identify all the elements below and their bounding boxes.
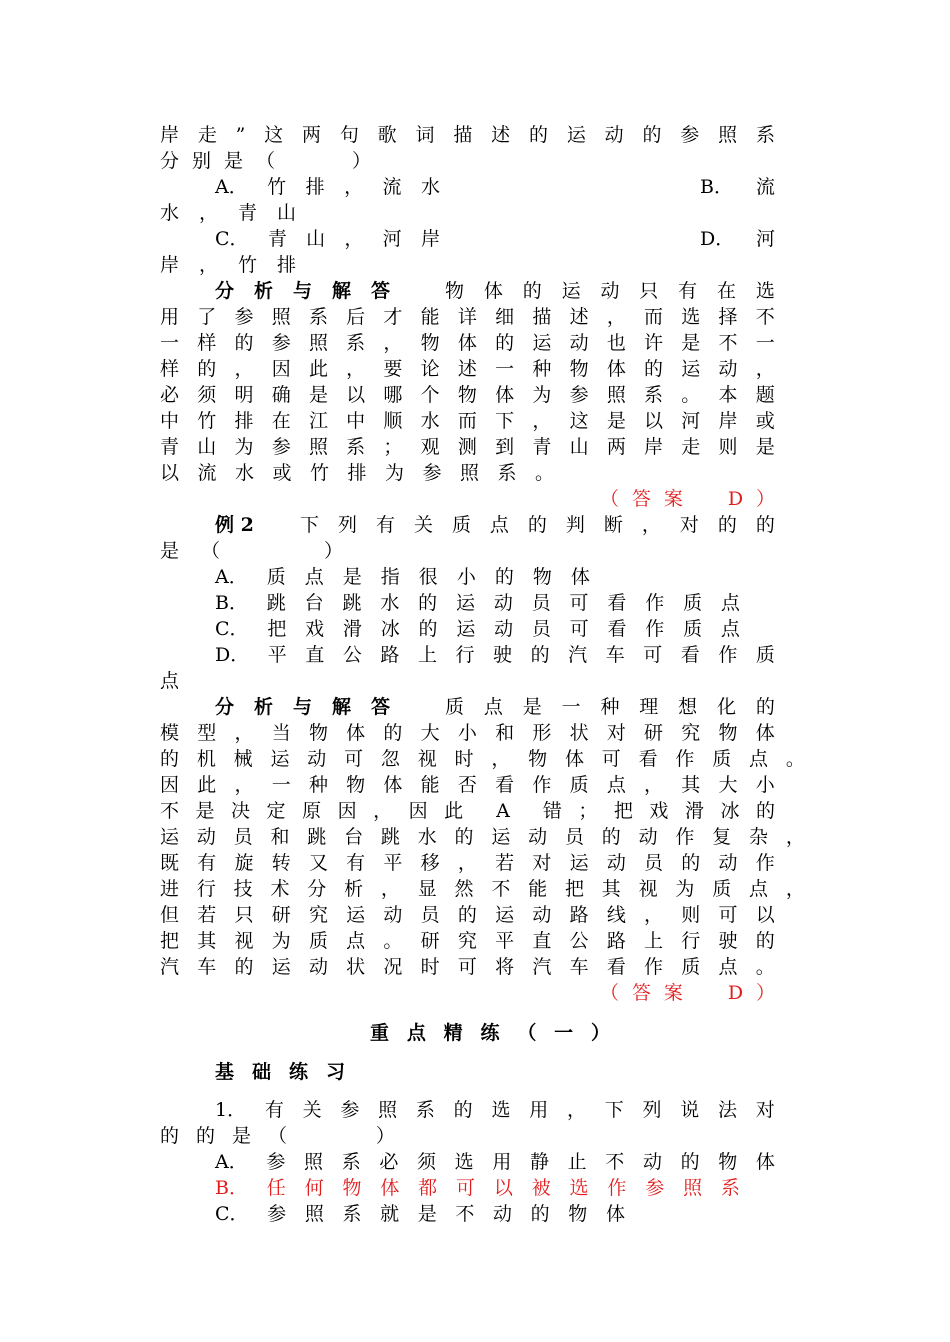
option-d: D． 平 直 公 路 上 行 驶 的 汽 车 可 看 作 质 (215, 644, 775, 666)
answer-line (160, 980, 775, 1006)
text-line: 分别是（ ） (160, 150, 385, 172)
option-d: D． 河 (700, 228, 775, 250)
question-1-cont (160, 1123, 775, 1149)
text-line: 不 是 决 定 原 因 ， 因 此 A 错 ； 把 戏 滑 冰 的 (160, 800, 775, 822)
answer-text: （ 答 案 D ） (600, 982, 775, 1004)
text-line: 但 若 只 研 究 运 动 员 的 运 动 路 线 ， 则 可 以 (160, 904, 775, 926)
option-b: B． 流 (700, 176, 775, 198)
analysis-label: 分 析 与 解 答 (215, 696, 390, 718)
subsection-text: 基 础 练 习 (215, 1061, 345, 1083)
text-line: 岸，竹排 (160, 254, 317, 276)
option-a: A． 参 照 系 必 须 选 用 静 止 不 动 的 物 体 (215, 1151, 775, 1173)
text-span: 的 的 是 （ ） (160, 1125, 395, 1147)
text-line: 汽 车 的 运 动 状 况 时 可 将 汽 车 看 作 质 点 。 (160, 956, 775, 978)
option-line (215, 590, 775, 616)
text-line: 是（ ） (160, 540, 366, 562)
text-span: 下 列 有 关 质 点 的 判 断 ， 对 的 的 (300, 514, 775, 536)
text-line: 一 样 的 参 照 系 ， 物 体 的 运 动 也 许 是 不 一 (160, 332, 775, 354)
text-line: 点 (160, 670, 180, 692)
option-a: A． 质 点 是 指 很 小 的 物 体 (215, 566, 590, 588)
text-line: 中 竹 排 在 江 中 顺 水 而 下 ， 这 是 以 河 岸 或 (160, 410, 775, 432)
answer-line (160, 486, 775, 512)
text-line: 模 型 ， 当 物 体 的 大 小 和 形 状 对 研 究 物 体 (160, 722, 775, 744)
analysis-heading-line (215, 694, 775, 720)
text-span: 质 点 是 一 种 理 想 化 的 (445, 696, 775, 718)
option-line (215, 616, 775, 642)
text-line: 样 的 ， 因 此 ， 要 论 述 一 种 物 体 的 运 动 ， (160, 358, 775, 380)
option-c (215, 1201, 775, 1227)
analysis-heading-line (215, 278, 775, 304)
example-label: 例 2 (215, 514, 254, 536)
text-line: 因 此 ， 一 种 物 体 能 否 看 作 质 点 ， 其 大 小 (160, 774, 775, 796)
option-row (215, 174, 775, 200)
example-heading-line (215, 512, 775, 538)
subsection-heading (215, 1059, 775, 1085)
text-line: 以流水或竹排为参照系。 (160, 462, 573, 484)
text-span: 物 体 的 运 动 只 有 在 选 (445, 280, 775, 302)
question-1: 1． 有 关 参 照 系 的 选 用 ， 下 列 说 法 对 (215, 1099, 775, 1121)
text-line: 的 机 械 运 动 可 忽 视 时 ， 物 体 可 看 作 质 点 。 (160, 748, 805, 770)
option-c: C． 青 山 ， 河 岸 (215, 228, 440, 250)
option-b-correct (215, 1175, 775, 1201)
option-b: B． 跳 台 跳 水 的 运 动 员 可 看 作 质 点 (215, 592, 740, 614)
section-title (370, 1020, 610, 1046)
text-line: 运 动 员 和 跳 台 跳 水 的 运 动 员 的 动 作 复 杂 ， (160, 826, 805, 848)
option-c-text: C． 参 照 系 就 是 不 动 的 物 体 (215, 1203, 625, 1225)
text-line: 岸 走 ” 这 两 句 歌 词 描 述 的 运 动 的 参 照 系 (160, 124, 775, 146)
text-line: 青 山 为 参 照 系 ； 观 测 到 青 山 两 岸 走 则 是 (160, 436, 775, 458)
section-title-text: 重 点 精 练 （ 一 ） (370, 1022, 610, 1044)
text-line: 进 行 技 术 分 析 ， 显 然 不 能 把 其 视 为 质 点 ， (160, 878, 805, 900)
text-line: 水，青山 (160, 202, 317, 224)
text-line: 必 须 明 确 是 以 哪 个 物 体 为 参 照 系 。 本 题 (160, 384, 775, 406)
text-line: 既 有 旋 转 又 有 平 移 ， 若 对 运 动 员 的 动 作 (160, 852, 775, 874)
option-c: C． 把 戏 滑 冰 的 运 动 员 可 看 作 质 点 (215, 618, 740, 640)
option-line (215, 564, 775, 590)
answer-text: （ 答 案 D ） (600, 488, 775, 510)
option-a: A． 竹 排 ， 流 水 (215, 176, 440, 198)
analysis-label: 分 析 与 解 答 (215, 280, 390, 302)
text-line: 把 其 视 为 质 点 。 研 究 平 直 公 路 上 行 驶 的 (160, 930, 775, 952)
option-b-text: B． 任 何 物 体 都 可 以 被 选 作 参 照 系 (215, 1177, 740, 1199)
option-row (215, 226, 775, 252)
text-line: 用 了 参 照 系 后 才 能 详 细 描 述 ， 而 选 择 不 (160, 306, 775, 328)
